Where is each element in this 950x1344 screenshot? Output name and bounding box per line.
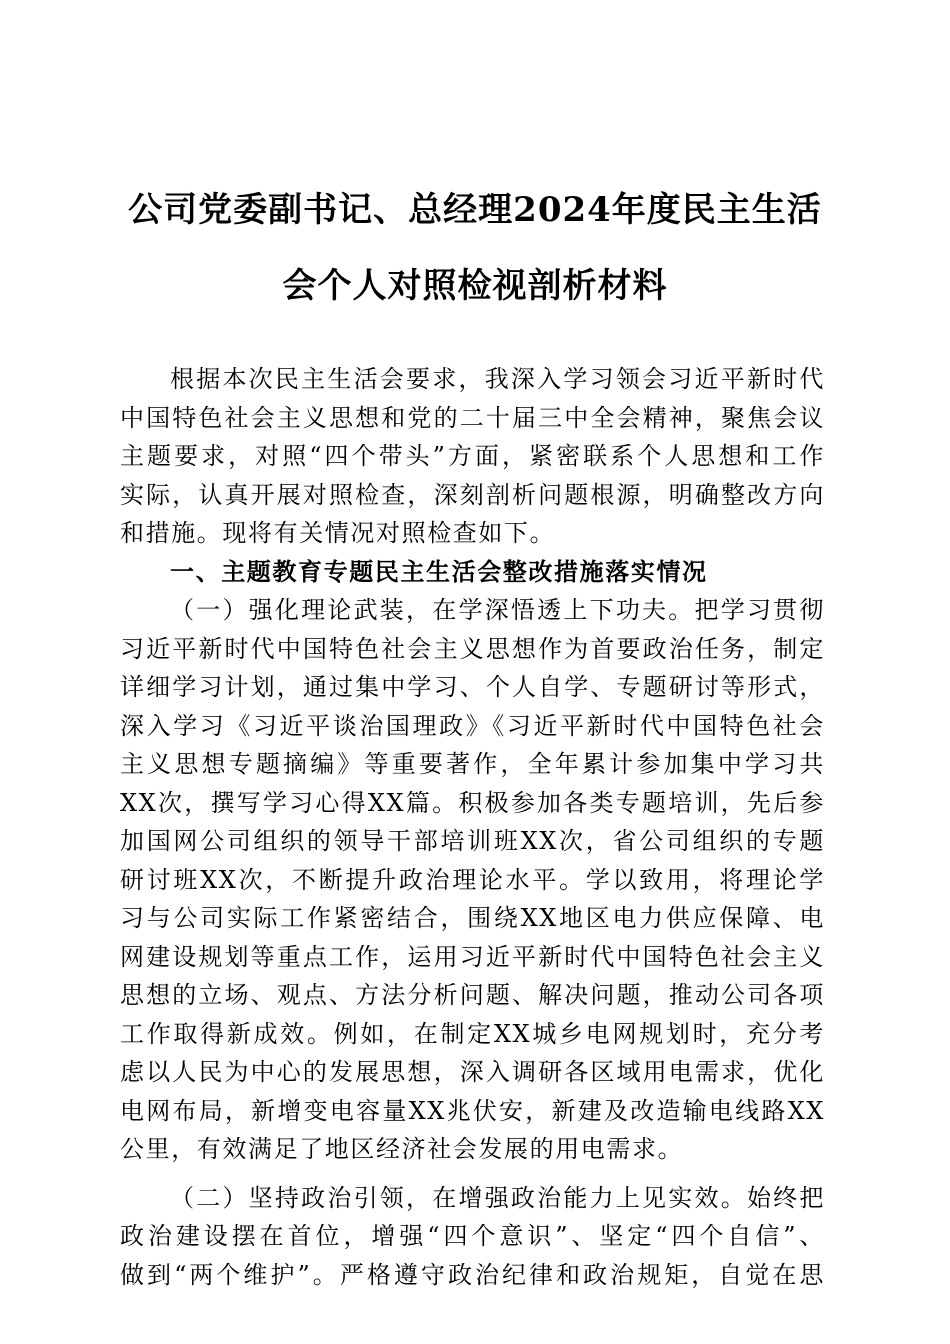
document-title — [120, 172, 830, 324]
text-line: （一）强化理论武装，在学深悟透上下功夫。把学习贯彻 — [170, 596, 825, 624]
text-line: 深入学习《习近平谈治国理政》《习近平新时代中国特色社会 — [120, 711, 825, 740]
text-line: XX次，撰写学习心得XX篇。积极参加各类专题培训，先后参 — [120, 788, 825, 817]
text-line: （二）坚持政治引领，在增强政治能力上见实效。始终把 — [170, 1183, 825, 1212]
title-line: 公司党委副书记、总经理2024年度民主生活 — [128, 190, 822, 230]
document-body — [120, 360, 825, 1294]
intro-paragraph — [120, 360, 825, 553]
text-line: 根据本次民主生活会要求，我深入学习领会习近平新时代 — [170, 365, 825, 393]
text-line: 工作取得新成效。例如，在制定XX城乡电网规划时，充分考 — [120, 1019, 825, 1048]
text-line: 主义思想专题摘编》等重要著作，全年累计参加集中学习共 — [120, 750, 825, 778]
text-line: 加国网公司组织的领导干部培训班XX次，省公司组织的专题 — [120, 827, 825, 855]
text-line: 详细学习计划，通过集中学习、个人自学、专题研讨等形式， — [120, 673, 825, 701]
text-line: 思想的立场、观点、方法分析问题、解决问题，推动公司各项 — [120, 981, 825, 1009]
text-line: 电网布局，新增变电容量XX兆伏安，新建及改造输电线路XX — [120, 1096, 825, 1125]
text-line: 和措施。现将有关情况对照检查如下。 — [120, 519, 556, 547]
title-line: 会个人对照检视剖析材料 — [282, 266, 668, 306]
text-line: 中国特色社会主义思想和党的二十届三中全会精神，聚焦会议 — [120, 403, 825, 432]
section-heading: 一、主题教育专题民主生活会整改措施落实情况 — [170, 556, 708, 586]
text-line: 政治建设摆在首位，增强“四个意识”、坚定“四个自信”、 — [120, 1222, 825, 1250]
text-line: 研讨班XX次，不断提升政治理论水平。学以致用，将理论学 — [120, 865, 825, 894]
text-line: 做到“两个维护”。严格遵守政治纪律和政治规矩，自觉在思 — [120, 1260, 825, 1289]
text-line: 网建设规划等重点工作，运用习近平新时代中国特色社会主义 — [120, 942, 825, 971]
text-line: 公里，有效满足了地区经济社会发展的用电需求。 — [120, 1135, 684, 1163]
text-line: 主题要求，对照“四个带头”方面，紧密联系个人思想和工作 — [120, 442, 825, 470]
paragraph-1 — [120, 591, 825, 1169]
text-line: 习近平新时代中国特色社会主义思想作为首要政治任务，制定 — [120, 634, 825, 663]
text-line: 习与公司实际工作紧密结合，围绕XX地区电力供应保障、电 — [120, 904, 825, 932]
text-line: 虑以人民为中心的发展思想，深入调研各区域用电需求，优化 — [120, 1058, 825, 1086]
text-line: 实际，认真开展对照检查，深刻剖析问题根源，明确整改方向 — [120, 480, 825, 509]
paragraph-2 — [120, 1179, 825, 1295]
